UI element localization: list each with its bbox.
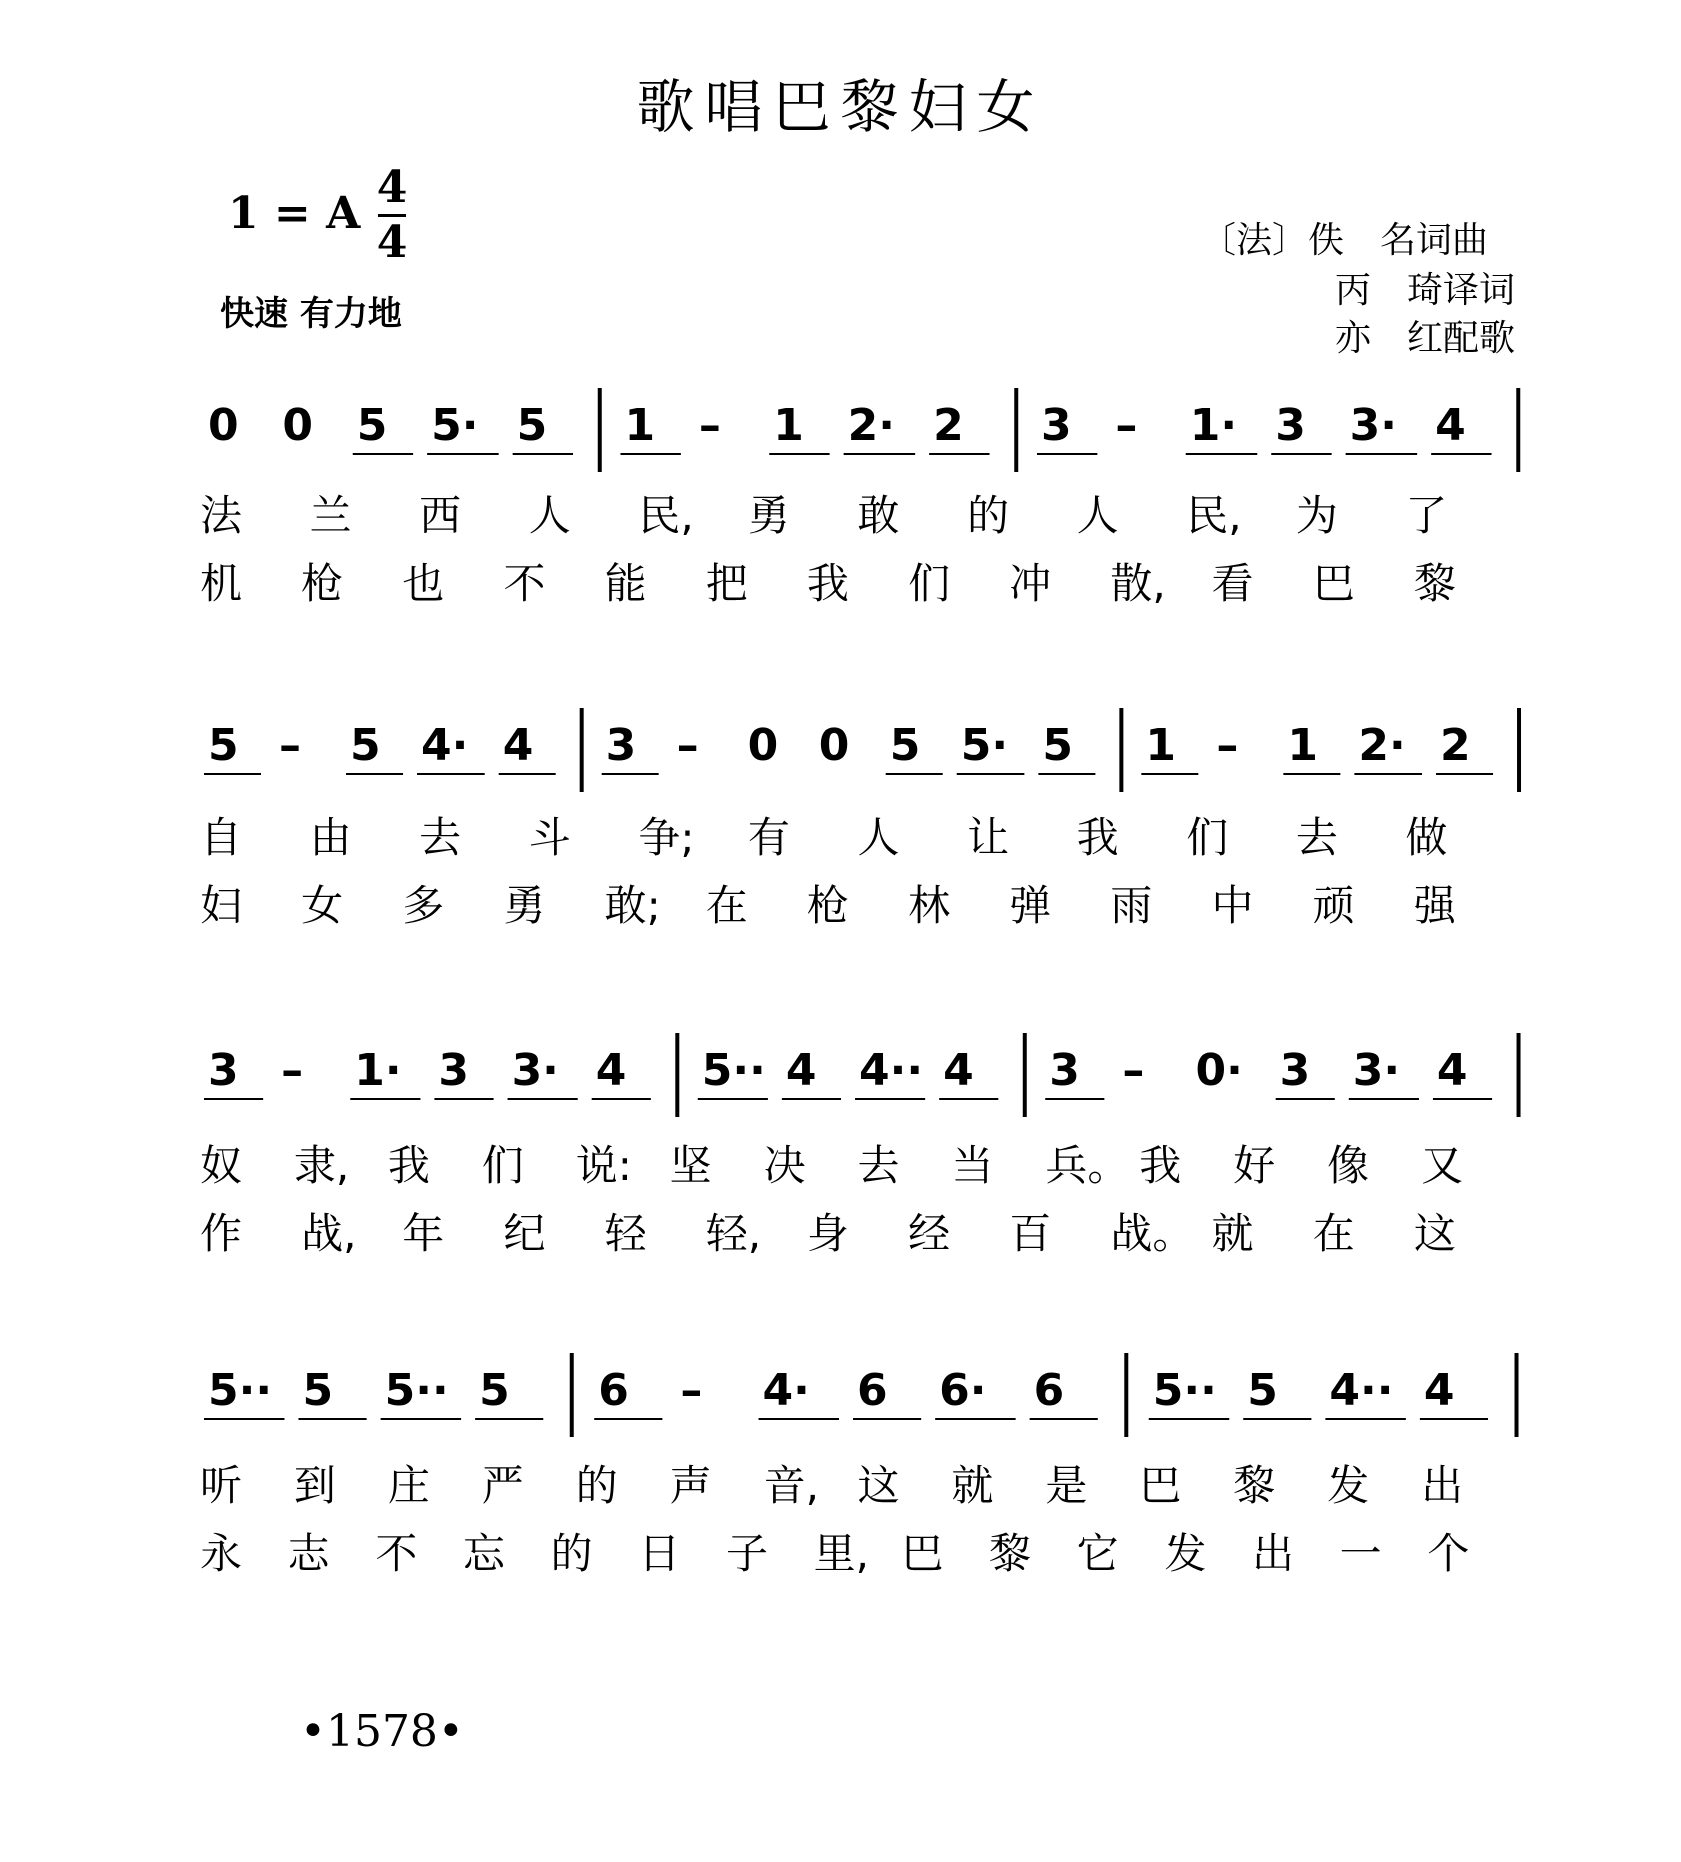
lyric-syllable: 的 [550,1529,593,1578]
lyric-syllable: 我 [806,559,849,608]
note: 5· [960,720,1009,771]
lyric-syllable: 不 [503,559,546,608]
note: – [698,400,721,451]
note: 5 [1042,720,1073,771]
lyric-syllable: 我 [387,1141,430,1190]
lyric-syllable: 黎 [989,1529,1032,1578]
lyric-syllable: 它 [1076,1529,1119,1578]
lyric-syllable: 在 [1312,1209,1355,1258]
lyric-syllable: 把 [705,559,748,608]
note: – [676,720,699,771]
note: – [1216,720,1239,771]
note: 2 [933,400,964,451]
lyric-syllable: 人 [528,491,571,540]
lyric-syllable: 我 [1076,813,1119,862]
lyric-syllable: 民, [1186,491,1242,540]
tempo-marking: 快速 有力地 [220,294,402,334]
lyric-syllable: 西 [419,491,462,540]
lyric-syllable: 斗 [528,813,571,862]
lyric-syllable: 音, [763,1461,819,1510]
lyric-syllable: 去 [1295,813,1338,862]
note: 3 [1049,1045,1080,1096]
lyric-syllable: 发 [1327,1461,1370,1510]
key-signature: 1 = A [228,188,361,239]
lyric-syllable: 有 [747,813,790,862]
lyric-syllable: 好 [1233,1141,1276,1190]
lyric-syllable: 巴 [901,1529,944,1578]
note: 3 [1275,400,1306,451]
lyric-syllable: 多 [402,881,445,930]
lyric-syllable: 我 [1139,1141,1182,1190]
lyric-syllable: 弹 [1009,881,1052,930]
lyric-syllable: 让 [967,813,1010,862]
lyric-syllable: 们 [481,1141,524,1190]
note: – [279,720,302,771]
note: 5 [889,720,921,771]
song-title: 歌唱巴黎妇女 [636,73,1045,141]
lyric-syllable: 里, [813,1529,870,1578]
lyric-syllable: 勇 [503,881,546,930]
note: 1 [773,400,804,451]
lyric-syllable: 争; [638,813,695,862]
lyric-syllable: 的 [575,1461,618,1510]
note: 3 [1040,400,1072,451]
lyric-syllable: 庄 [387,1461,430,1510]
note: 5·· [1152,1365,1217,1416]
lyric-syllable: 自 [200,813,243,862]
lyric-syllable: 由 [309,813,352,862]
lyric-syllable: 雨 [1110,881,1153,930]
note: 1 [1145,720,1176,771]
note: 5 [356,400,388,451]
lyric-syllable: 出 [1252,1529,1295,1578]
lyric-syllable: 一 [1339,1529,1382,1578]
lyric-syllable: 强 [1413,881,1456,930]
note: 5 [302,1365,334,1416]
lyric-syllable: 法 [200,491,243,540]
note: – [1122,1045,1145,1096]
note: 6 [857,1365,888,1416]
lyric-syllable: 妇 [200,881,243,930]
lyric-syllable: 战。 [1110,1209,1195,1258]
time-signature-bottom: 4 [376,217,408,268]
lyric-syllable: 子 [726,1529,769,1578]
lyric-syllable: 去 [857,1141,900,1190]
note: 5 [1247,1365,1278,1416]
lyric-syllable: 永 [200,1529,243,1578]
lyric-syllable: 黎 [1233,1461,1276,1510]
note: 1 [1287,720,1318,771]
note: 4 [943,1045,974,1096]
page-number: •1578• [300,1706,464,1757]
lyric-syllable: 不 [375,1529,418,1578]
lyric-syllable: 严 [481,1461,524,1510]
note: 3 [605,720,637,771]
lyric-syllable: 看 [1211,559,1254,608]
lyric-syllable: 的 [967,491,1010,540]
lyric-syllable: 像 [1327,1141,1370,1190]
lyric-syllable: 作 [200,1209,243,1258]
lyric-syllable: 隶, [293,1141,350,1190]
note: 4·· [1329,1365,1394,1416]
lyric-syllable: 声 [669,1461,712,1510]
lyric-syllable: 为 [1295,491,1338,540]
lyric-syllable: 枪 [806,881,849,930]
note: 4·· [859,1045,924,1096]
lyric-syllable: 说: [575,1141,632,1190]
note: 2· [847,400,895,451]
lyric-syllable: 这 [1413,1209,1456,1258]
lyric-syllable: 纪 [503,1209,546,1258]
note: – [680,1365,703,1416]
lyric-syllable: 出 [1421,1461,1464,1510]
lyric-syllable: 战, [301,1209,357,1258]
note: 0 [818,720,850,771]
lyric-syllable: 巴 [1312,559,1355,608]
lyric-syllable: 们 [908,559,951,608]
lyric-syllable: 机 [200,559,243,608]
lyric-syllable: 到 [293,1461,336,1510]
note: 4 [785,1045,817,1096]
lyric-syllable: 在 [705,881,748,930]
lyric-syllable: 发 [1164,1529,1207,1578]
note: 3· [1349,400,1397,451]
note: 4· [762,1365,810,1416]
lyric-syllable: 百 [1009,1209,1052,1258]
lyric-syllable: 志 [287,1529,330,1578]
lyric-syllable: 散, [1110,559,1166,608]
note: 2· [1358,720,1406,771]
time-signature-top: 4 [376,162,408,213]
lyric-syllable: 中 [1211,881,1254,930]
lyric-syllable: 敢 [857,491,900,540]
note: 0 [747,720,779,771]
lyric-syllable: 就 [1211,1209,1254,1258]
lyric-syllable: 身 [806,1209,849,1258]
lyric-syllable: 枪 [301,559,344,608]
note: 3· [1352,1045,1401,1096]
note: 1· [354,1045,402,1096]
lyric-syllable: 了 [1405,491,1448,540]
note: 5·· [384,1365,449,1416]
lyric-syllable: 当 [951,1141,994,1190]
lyric-syllable: 这 [857,1461,900,1510]
lyric-syllable: 兵。 [1045,1141,1130,1190]
lyric-syllable: 轻, [705,1209,762,1258]
lyric-syllable: 就 [951,1461,994,1510]
note: 5 [208,720,239,771]
note: 5· [431,400,479,451]
note: 0· [1195,1045,1243,1096]
note: 6 [1033,1365,1065,1416]
lyric-syllable: 听 [200,1461,243,1510]
note: – [1115,400,1138,451]
note: 4 [1436,1045,1468,1096]
lyric-syllable: 决 [763,1141,806,1190]
note: 5·· [208,1365,273,1416]
note: – [281,1045,304,1096]
lyric-syllable: 忘 [463,1529,506,1578]
note: 3 [438,1045,470,1096]
note: 2 [1440,720,1471,771]
note: 1· [1189,400,1238,451]
note: 3 [1279,1045,1311,1096]
lyric-syllable: 敢; [604,881,661,930]
note: 5·· [701,1045,766,1096]
note: 4 [1423,1365,1455,1416]
lyric-syllable: 顽 [1312,881,1355,930]
note: 4 [1435,400,1466,451]
lyric-syllable: 冲 [1009,559,1052,608]
lyric-syllable: 做 [1405,813,1448,862]
lyric-syllable: 林 [908,881,951,930]
note: 4 [502,720,534,771]
lyric-syllable: 人 [857,813,900,862]
note: 6· [939,1365,987,1416]
lyric-syllable: 个 [1427,1529,1470,1578]
note: 6 [598,1365,629,1416]
note: 4· [421,720,469,771]
lyric-syllable: 能 [604,559,647,608]
lyric-syllable: 们 [1186,813,1229,862]
note: 0 [208,400,239,451]
note: 3 [208,1045,239,1096]
lyric-syllable: 勇 [747,491,790,540]
lyric-syllable: 坚 [669,1141,712,1190]
lyric-syllable: 轻 [604,1209,647,1258]
note: 3· [511,1045,559,1096]
note: 5 [516,400,548,451]
lyric-syllable: 去 [419,813,462,862]
note: 0 [282,400,313,451]
note: 1 [624,400,656,451]
lyric-syllable: 民, [638,491,694,540]
note: 5 [350,720,381,771]
lyric-syllable: 奴 [200,1141,243,1190]
lyric-syllable: 女 [301,881,344,930]
credit-arranger: 亦 红配歌 [1335,318,1516,359]
note: 4 [595,1045,627,1096]
lyric-syllable: 人 [1076,491,1119,540]
lyric-syllable: 是 [1045,1461,1088,1510]
credit-composer: 〔法〕佚 名词曲 [1200,220,1489,261]
credit-translator: 丙 琦译词 [1335,270,1516,311]
lyric-syllable: 巴 [1139,1461,1182,1510]
lyric-syllable: 日 [638,1529,681,1578]
lyric-syllable: 又 [1421,1141,1464,1190]
note: 5 [479,1365,510,1416]
lyric-syllable: 黎 [1413,559,1456,608]
lyric-syllable: 年 [402,1209,445,1258]
lyric-syllable: 兰 [309,491,352,540]
lyric-syllable: 经 [908,1209,951,1258]
lyric-syllable: 也 [402,559,445,608]
